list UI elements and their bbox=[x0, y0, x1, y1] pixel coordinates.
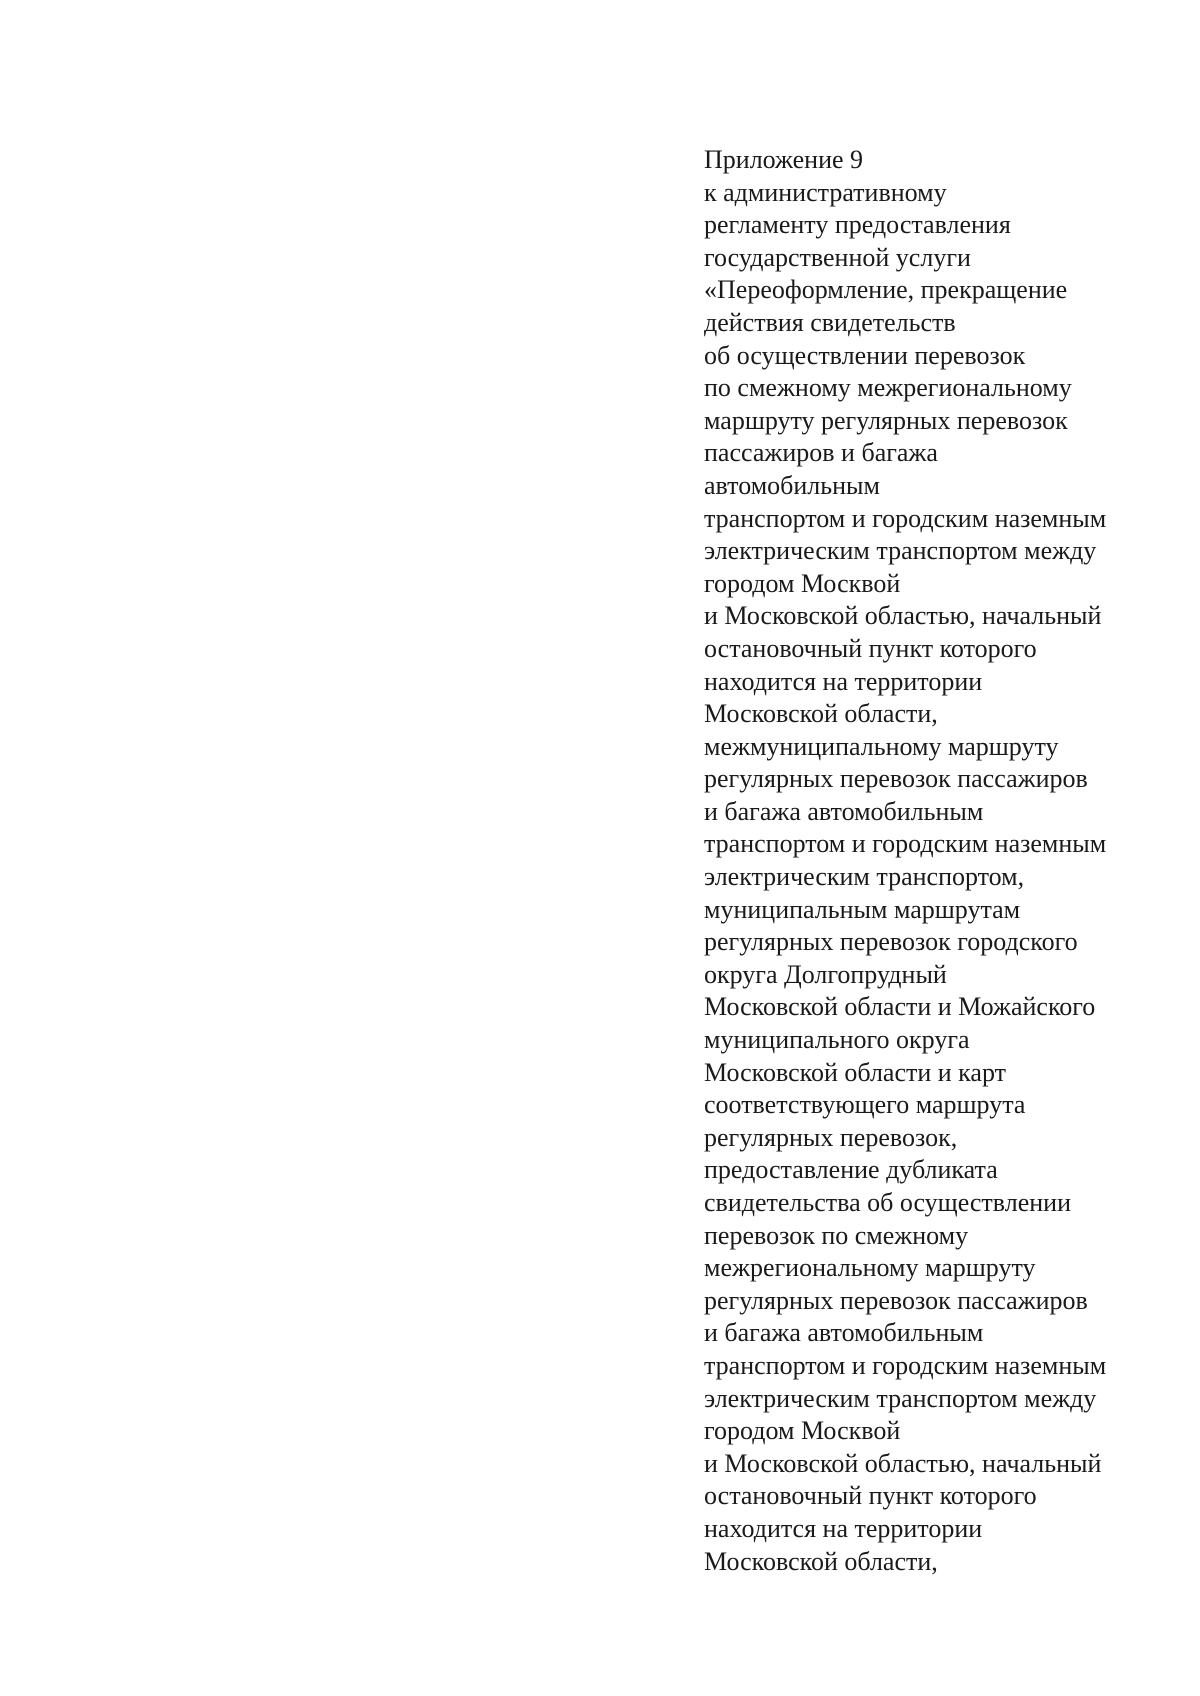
appendix-line: и Московской областью, начальный bbox=[704, 601, 1102, 631]
appendix-line: и багажа автомобильным bbox=[704, 1318, 984, 1348]
appendix-line: Московской области и Можайского bbox=[704, 992, 1096, 1022]
appendix-line: находится на территории bbox=[704, 1513, 983, 1543]
appendix-line: Московской области и карт bbox=[704, 1057, 1006, 1087]
appendix-line: транспортом и городским наземным bbox=[704, 1350, 1107, 1380]
appendix-line: автомобильным bbox=[704, 470, 880, 500]
appendix-line: соответствующего маршрута bbox=[704, 1090, 1026, 1120]
appendix-line: межмуниципальному маршруту bbox=[704, 731, 1059, 761]
appendix-line: действия свидетельств bbox=[704, 307, 956, 337]
appendix-line: электрическим транспортом, bbox=[704, 862, 1025, 892]
appendix-line: электрическим транспортом между bbox=[704, 536, 1097, 566]
appendix-line: электрическим транспортом между bbox=[704, 1383, 1097, 1413]
appendix-line: Московской области, bbox=[704, 1546, 938, 1576]
appendix-line: предоставление дубликата bbox=[704, 1155, 998, 1185]
appendix-line: регулярных перевозок, bbox=[704, 1122, 958, 1152]
appendix-line: межрегиональному маршруту bbox=[704, 1253, 1036, 1283]
appendix-line: об осуществлении перевозок bbox=[704, 340, 1026, 370]
appendix-line: маршруту регулярных перевозок bbox=[704, 405, 1068, 435]
appendix-line: муниципальным маршрутам bbox=[704, 894, 1021, 924]
appendix-line: регулярных перевозок пассажиров bbox=[704, 764, 1088, 794]
appendix-line: свидетельства об осуществлении bbox=[704, 1188, 1071, 1217]
appendix-line: и багажа автомобильным bbox=[704, 796, 984, 826]
appendix-line: Московской области, bbox=[704, 699, 938, 729]
appendix-line: государственной услуги bbox=[704, 242, 971, 272]
appendix-line: остановочный пункт которого bbox=[704, 1481, 1037, 1511]
appendix-line: муниципального округа bbox=[704, 1025, 970, 1055]
appendix-line: городом Москвой bbox=[704, 568, 901, 598]
appendix-line: остановочный пункт которого bbox=[704, 633, 1037, 663]
appendix-line: «Переоформление, прекращение bbox=[704, 275, 1068, 305]
appendix-line: перевозок по смежному bbox=[704, 1220, 969, 1250]
appendix-line: находится на территории bbox=[704, 666, 983, 696]
appendix-line: регулярных перевозок пассажиров bbox=[704, 1285, 1088, 1315]
appendix-line: транспортом и городским наземным bbox=[704, 503, 1107, 533]
appendix-line: транспортом и городским наземным bbox=[704, 829, 1107, 859]
appendix-line: Приложение 9 bbox=[704, 145, 864, 174]
appendix-line: регламенту предоставления bbox=[704, 210, 1011, 240]
appendix-line: и Московской областью, начальный bbox=[704, 1448, 1102, 1478]
appendix-line: городом Москвой bbox=[704, 1416, 901, 1446]
appendix-header bbox=[704, 144, 1184, 1578]
appendix-line: пассажиров и багажа bbox=[704, 438, 938, 468]
appendix-line: регулярных перевозок городского bbox=[704, 927, 1078, 957]
appendix-line: к административному bbox=[704, 177, 947, 207]
appendix-line: округа Долгопрудный bbox=[704, 959, 947, 989]
appendix-line: по смежному межрегиональному bbox=[704, 373, 1072, 403]
